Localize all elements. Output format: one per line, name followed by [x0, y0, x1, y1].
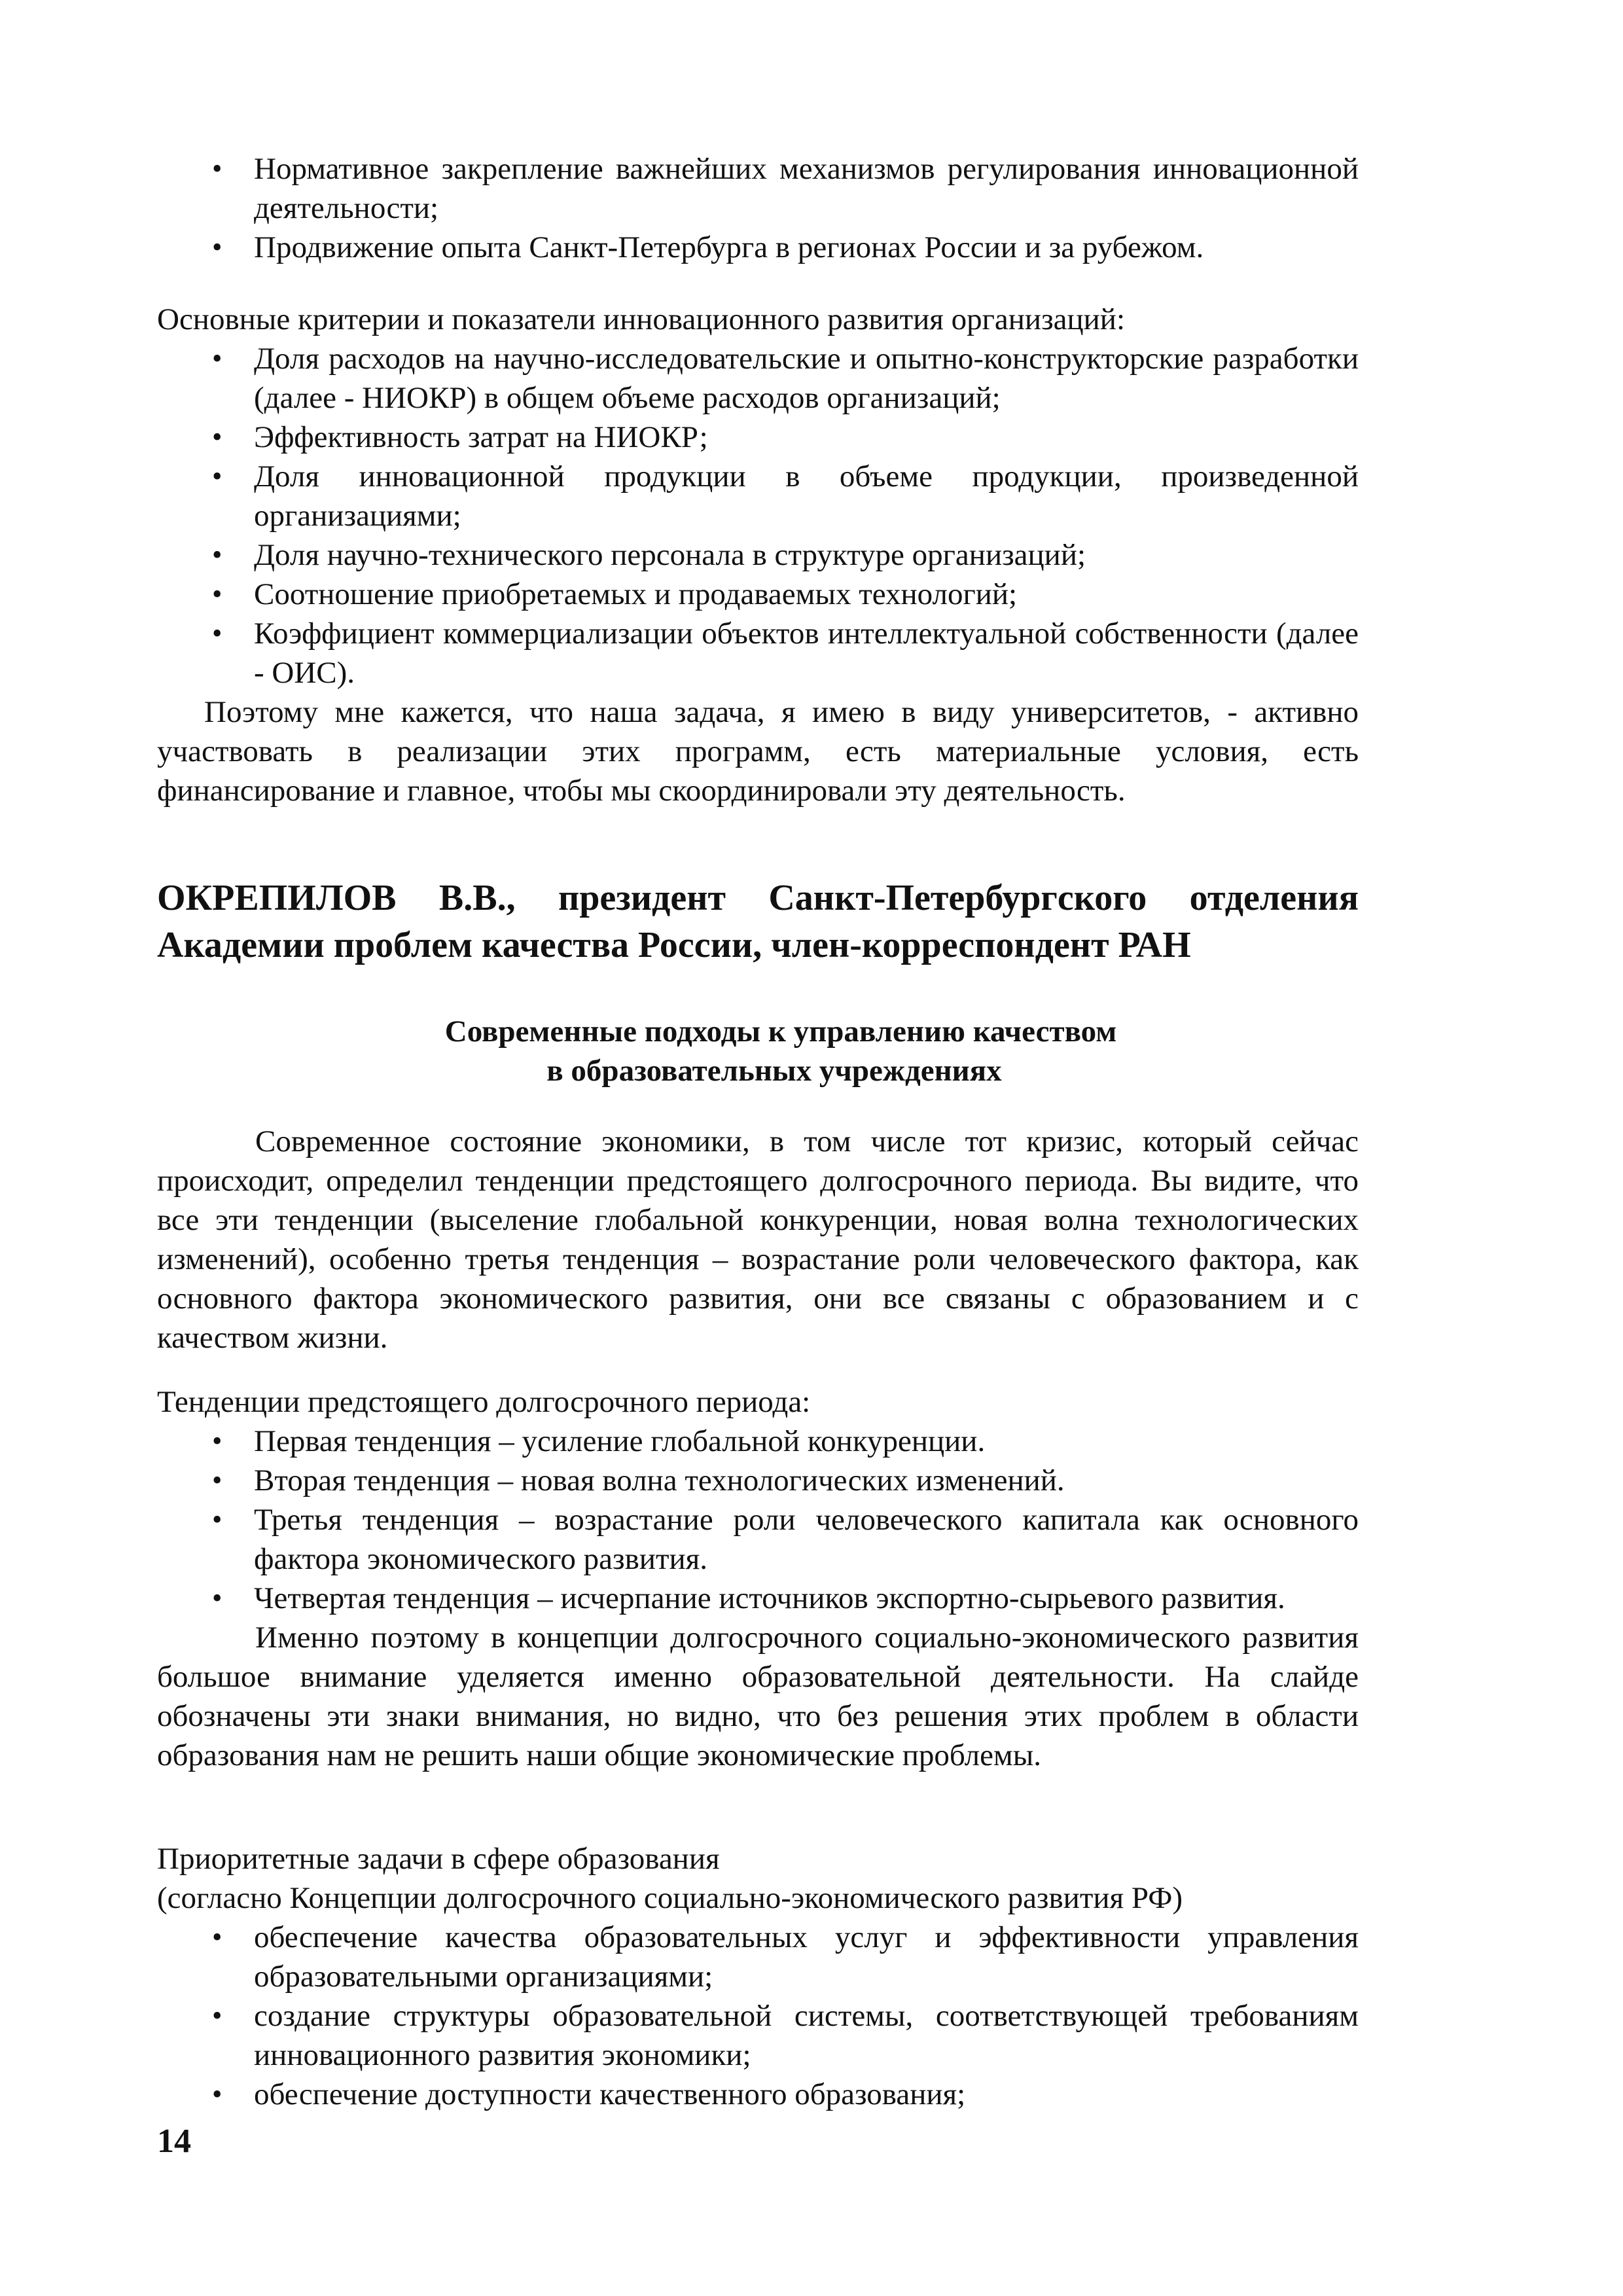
list-item: • Доля инновационной продукции в объеме продукции, произведенной организациями;	[157, 457, 1359, 535]
bullet-icon: •	[212, 2078, 223, 2110]
bullet-icon: •	[212, 460, 223, 492]
list-item: • Нормативное закрепление важнейших механизмов регулирования инновационной деятельности;	[157, 149, 1359, 228]
trends-intro: Тенденции предстоящего долгосрочного периода:	[157, 1385, 811, 1419]
list-item: • Продвижение опыта Санкт-Петербурга в регионах России и за рубежом.	[157, 228, 1359, 267]
paragraph-1: Поэтому мне кажется, что наша задача, я имею в виду университетов, - активно участвовать в реализации этих программ, есть материальные условия, есть финансирование и главное, чтобы мы скоординировали эту деятельность.	[157, 695, 1359, 808]
list-item: • Третья тенденция – возрастание роли человеческого капитала как основного фактора экономического развития.	[157, 1500, 1359, 1579]
bullet-icon: •	[212, 1582, 223, 1614]
paragraph-2: Современное состояние экономики, в том числе тот кризис, который сейчас происходит, определил тенденции предстоящего долгосрочного периода. Вы видите, что все эти тенденции (выселение глобальной конкуренции, новая волна технологических изменений), особенно третья тенденция – возрастание роли человеческого фактора, как основного фактора экономического развития, они все связаны с образованием и с качеством жизни.	[157, 1124, 1359, 1355]
list-item: • Доля научно-технического персонала в структуре организаций;	[157, 535, 1359, 575]
trends-list	[157, 1422, 1359, 1618]
bullet-icon: •	[212, 1503, 223, 1535]
talk-title-line-2: в образовательных учреждениях	[546, 1054, 1002, 1088]
bullet-icon: •	[212, 2000, 223, 2032]
bullet-icon: •	[212, 617, 223, 649]
list-item: • Эффективность затрат на НИОКР;	[157, 418, 1359, 457]
paragraph-2-block	[157, 1122, 1359, 1357]
trends-block	[157, 1382, 1359, 1775]
priorities-block	[157, 1839, 1359, 2114]
priorities-subtitle: (согласно Концепции долгосрочного социально-экономического развития РФ)	[157, 1881, 1183, 1915]
bullet-icon: •	[212, 152, 223, 185]
bullet-icon: •	[212, 1425, 223, 1457]
list-item: • Первая тенденция – усиление глобальной конкуренции.	[157, 1422, 1359, 1461]
talk-title-block	[157, 1012, 1359, 1090]
priorities-list	[157, 1918, 1359, 2114]
bullet-icon: •	[212, 342, 223, 374]
bullet-icon: •	[212, 1921, 223, 1953]
paragraph-3: Именно поэтому в концепции долгосрочного социально-экономического развития большое внимание уделяется именно образовательной деятельности. На слайде обозначены эти знаки внимания, но видно, что без решения этих проблем в области образования нам не решить наши общие экономические проблемы.	[157, 1621, 1359, 1772]
list-1	[157, 149, 1359, 267]
list-item: • Соотношение приобретаемых и продаваемых технологий;	[157, 575, 1359, 614]
list-item: • обеспечение доступности качественного образования;	[157, 2075, 1359, 2114]
list-item: • Коэффициент коммерциализации объектов интеллектуальной собственности (далее - ОИС).	[157, 614, 1359, 692]
speaker-heading-block	[157, 874, 1359, 969]
list-item: • Доля расходов на научно-исследовательские и опытно-конструкторские разработки (далее - НИОКР) в общем объеме расходов организаций;	[157, 339, 1359, 418]
page	[157, 0, 1359, 2296]
list-item: • Вторая тенденция – новая волна технологических изменений.	[157, 1461, 1359, 1500]
list-item: • обеспечение качества образовательных услуг и эффективности управления образовательными организациями;	[157, 1918, 1359, 1996]
bullet-icon: •	[212, 578, 223, 610]
list-item: • Четвертая тенденция – исчерпание источников экспортно-сырьевого развития.	[157, 1579, 1359, 1618]
bullet-icon: •	[212, 1464, 223, 1496]
list-item: • создание структуры образовательной системы, соответствующей требованиям инновационного развития экономики;	[157, 1996, 1359, 2075]
bullet-icon: •	[212, 539, 223, 571]
criteria-intro: Основные критерии и показатели инновационного развития организаций:	[157, 302, 1126, 336]
bullet-icon: •	[212, 231, 223, 263]
list-1-block	[157, 149, 1359, 267]
page-number: 14	[157, 2123, 191, 2160]
priorities-title: Приоритетные задачи в сфере образования	[157, 1842, 720, 1876]
talk-title-line-1: Современные подходы к управлению качеством	[444, 1014, 1117, 1049]
criteria-block	[157, 300, 1359, 810]
bullet-icon: •	[212, 421, 223, 453]
speaker-heading: ОКРЕПИЛОВ В.В., президент Санкт-Петербургского отделения Академии проблем качества России, член-корреспондент РАН	[157, 878, 1359, 965]
criteria-list	[157, 339, 1359, 692]
